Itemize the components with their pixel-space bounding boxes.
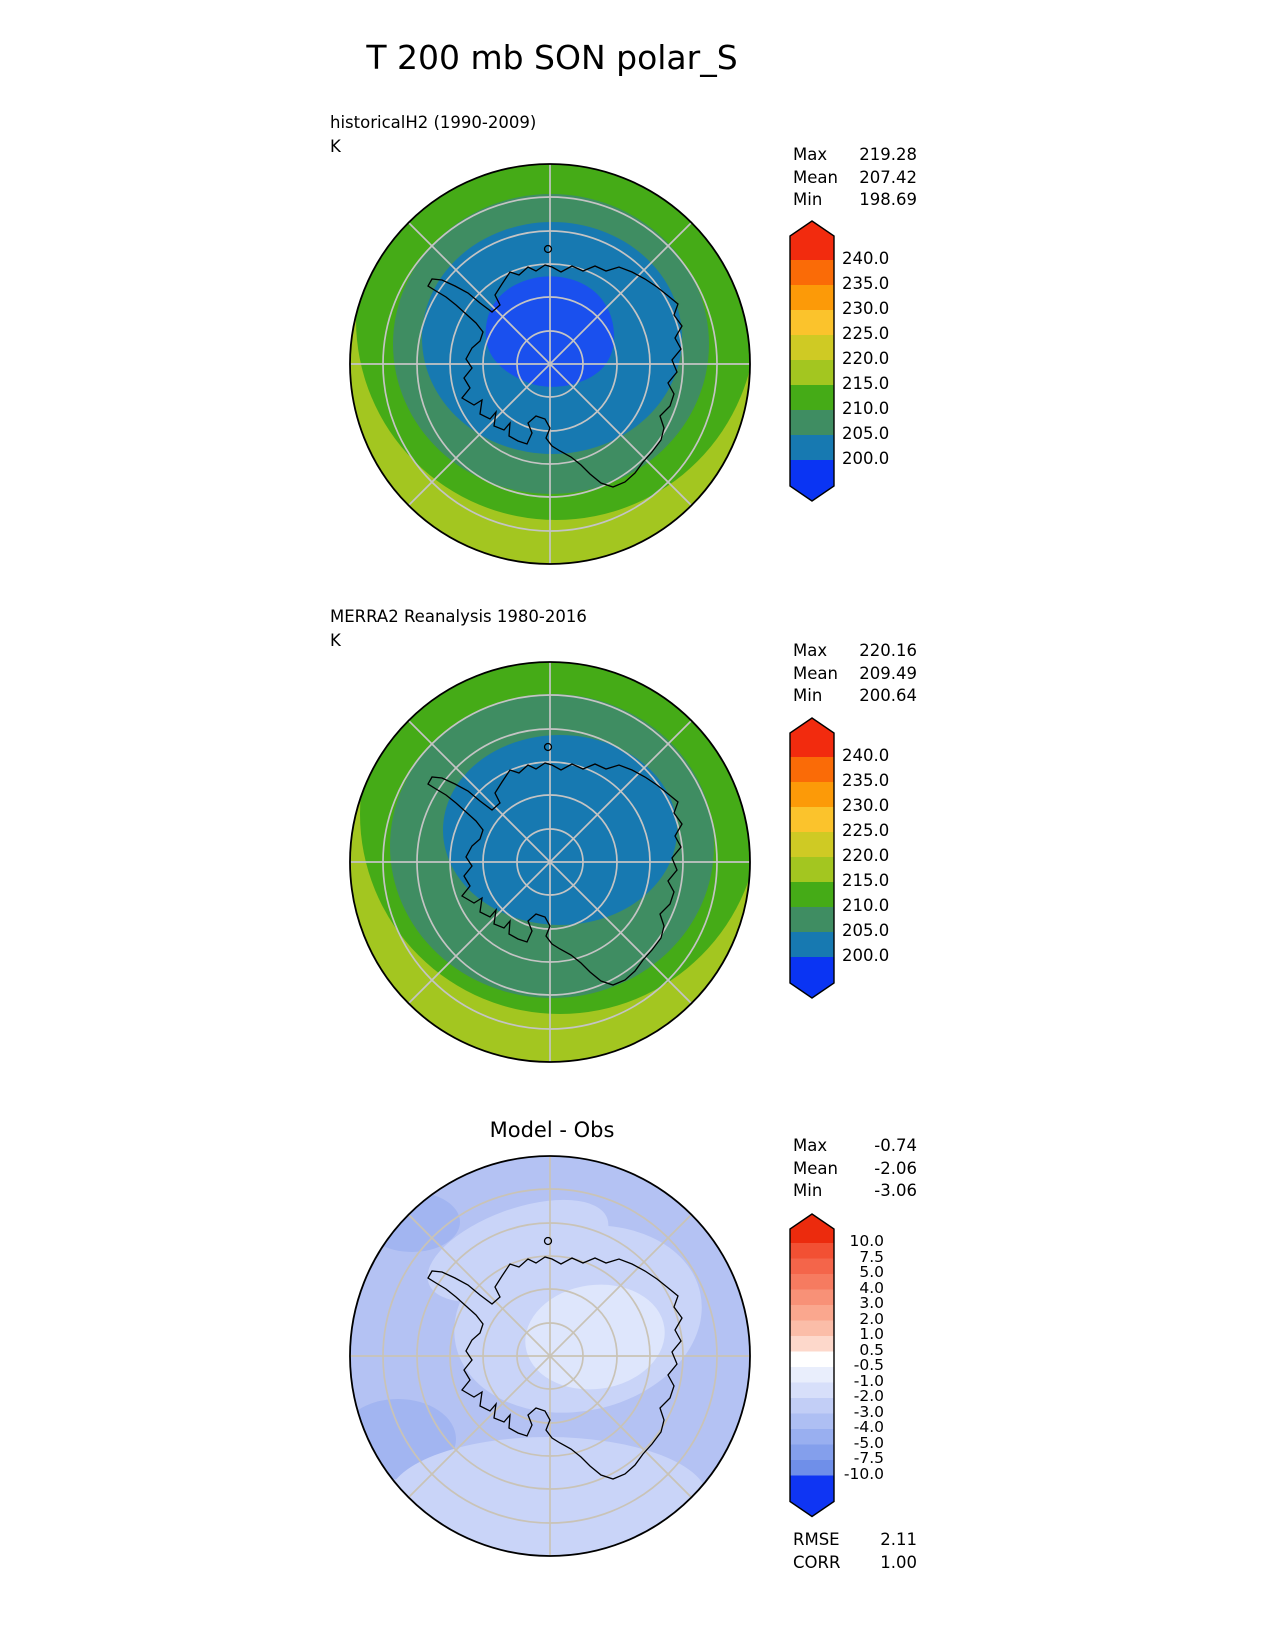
stat-row: Min -3.06 bbox=[793, 1181, 917, 1200]
map-panel2 bbox=[348, 660, 752, 1064]
stat-row: Min 200.64 bbox=[793, 686, 917, 705]
colorbar-tick-label: 5.0 bbox=[859, 1263, 884, 1281]
stat-row: Mean -2.06 bbox=[793, 1158, 917, 1178]
colorbar-tick-label: 220.0 bbox=[842, 349, 890, 368]
colorbar-tick-label: 10.0 bbox=[849, 1232, 884, 1250]
colorbar-tick-label: -5.0 bbox=[853, 1433, 884, 1452]
panel3-stats bbox=[793, 1135, 917, 1203]
colorbar-tick-label: 240.0 bbox=[842, 746, 890, 765]
panel3-title: Model - Obs bbox=[489, 1118, 615, 1142]
graticule bbox=[350, 1156, 750, 1556]
page-title: T 200 mb SON polar_S bbox=[366, 38, 738, 77]
colorbar-tick-label: 2.0 bbox=[859, 1309, 884, 1328]
metric-row: RMSE 2.11 bbox=[793, 1530, 917, 1549]
stat-row: Mean 209.49 bbox=[793, 663, 917, 683]
panel2-units-label: K bbox=[330, 631, 341, 650]
graticule bbox=[350, 662, 750, 1062]
colorbar-tick-label: 205.0 bbox=[842, 424, 890, 443]
stat-row: Max 219.28 bbox=[793, 145, 917, 164]
colorbar-tick-label: 225.0 bbox=[842, 324, 890, 343]
colorbar-svg bbox=[789, 717, 835, 999]
metric-row: CORR 1.00 bbox=[793, 1552, 917, 1572]
graticule bbox=[350, 164, 750, 564]
colorbar-tick-label: 225.0 bbox=[842, 821, 890, 840]
colorbar-tick-label: -1.0 bbox=[853, 1371, 884, 1390]
diff-dark-patch bbox=[364, 1192, 460, 1252]
colorbar-tick-label: 0.5 bbox=[859, 1340, 884, 1359]
panel1-units-label: K bbox=[330, 137, 341, 156]
stat-row: Max -0.74 bbox=[793, 1136, 917, 1155]
colorbar-tick-label: 200.0 bbox=[842, 946, 890, 965]
colorbar-tick-label: 3.0 bbox=[859, 1294, 884, 1312]
stat-row: Mean 207.42 bbox=[793, 167, 917, 187]
colorbar-svg bbox=[789, 220, 835, 502]
colorbar-tick-label: 4.0 bbox=[859, 1278, 884, 1297]
colorbar-tick-label: -3.0 bbox=[853, 1402, 884, 1421]
colorbar-tick-label: 215.0 bbox=[842, 374, 890, 393]
colorbar-tick-label: 235.0 bbox=[842, 771, 890, 790]
panel2-stats bbox=[793, 640, 917, 708]
stat-row: Min 198.69 bbox=[793, 190, 917, 209]
colorbar-tick-label: -4.0 bbox=[853, 1418, 884, 1436]
colorbar-tick-label: 200.0 bbox=[842, 449, 890, 468]
colorbar-tick-label: 220.0 bbox=[842, 846, 890, 865]
colorbar-tick-label: 7.5 bbox=[859, 1247, 884, 1266]
colorbar-tick-label: 210.0 bbox=[842, 896, 890, 915]
colorbar-tick-label: 205.0 bbox=[842, 921, 890, 940]
map-panel1 bbox=[348, 162, 752, 566]
panel2-label: MERRA2 Reanalysis 1980-2016 bbox=[330, 607, 587, 626]
colorbar-tick-label: -2.0 bbox=[853, 1387, 884, 1405]
colorbar-tick-label: -0.5 bbox=[853, 1356, 884, 1374]
colorbar-tick-label: 1.0 bbox=[859, 1325, 884, 1343]
colorbar-tick-label: 215.0 bbox=[842, 871, 890, 890]
colorbar-tick-label: 230.0 bbox=[842, 299, 890, 318]
colorbar-tick-label: 230.0 bbox=[842, 796, 890, 815]
panel1-stats bbox=[793, 144, 917, 212]
colorbar-tick-label: 210.0 bbox=[842, 399, 890, 418]
map-panel3 bbox=[348, 1154, 752, 1558]
panel3-metrics bbox=[793, 1529, 917, 1574]
colorbar-tick-label: 235.0 bbox=[842, 274, 890, 293]
colorbar-tick-label: -10.0 bbox=[843, 1464, 884, 1483]
colorbar-tick-label: -7.5 bbox=[853, 1449, 884, 1467]
colorbar-tick-label: 240.0 bbox=[842, 249, 890, 268]
panel1-label: historicalH2 (1990-2009) bbox=[330, 113, 537, 132]
stat-row: Max 220.16 bbox=[793, 641, 917, 660]
